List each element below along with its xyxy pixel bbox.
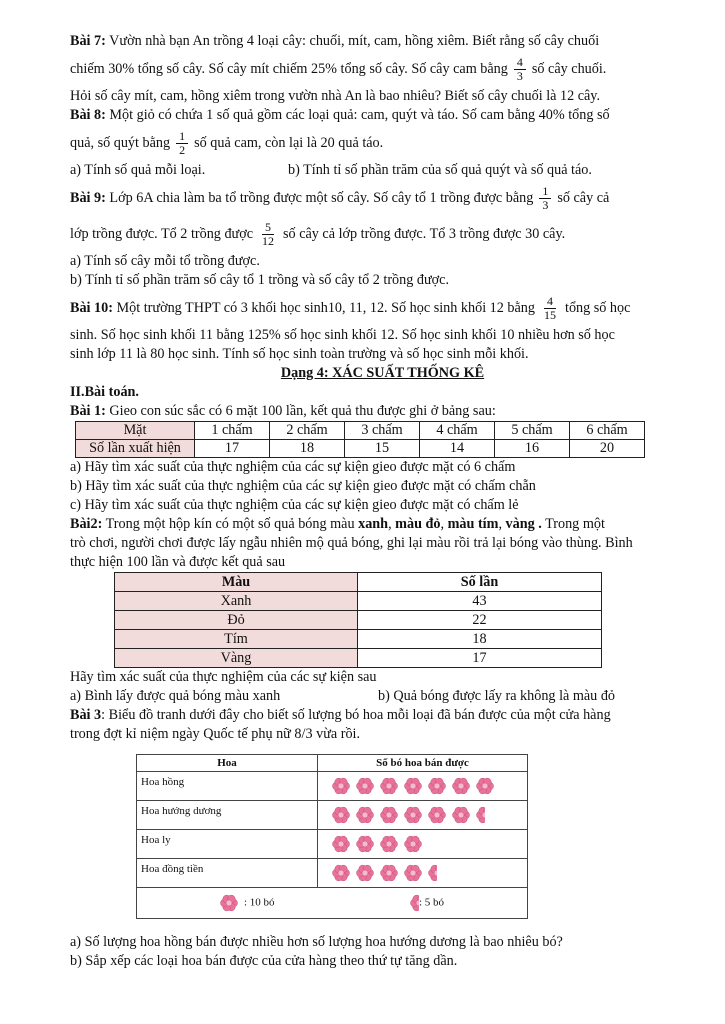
bai7-line1: Bài 7: Vườn nhà bạn An trồng 4 loại cây: chuối, mít, cam, hồng xiêm. Biết rằng số cây chuối — [70, 33, 600, 49]
flower-icon — [356, 864, 374, 882]
section-heading: Dạng 4: XÁC SUẤT THỐNG KÊ — [280, 365, 485, 381]
legend-full-label: : 10 bó — [243, 896, 275, 909]
table-row — [115, 611, 602, 630]
pictograph-icons — [318, 830, 528, 859]
table-cell: 17 — [358, 649, 602, 668]
pictograph-category: Hoa hướng dương — [137, 801, 318, 830]
flower-icon — [380, 777, 398, 795]
flower-icon — [428, 806, 446, 824]
pictograph-row — [137, 830, 528, 859]
flower-icon — [404, 777, 422, 795]
table-cell: 18 — [270, 440, 345, 458]
table-cell: 43 — [358, 592, 602, 611]
flower-icon — [380, 835, 398, 853]
bai3-line1: Bài 3: Biểu đồ tranh dưới đây cho biết số lượng bó hoa mỗi loại đã bán được của một cửa hàng — [70, 707, 611, 723]
bai1-text: Bài 1: Gieo con súc sắc có 6 mặt 100 lần, kết quả thu được ghi ở bảng sau: — [70, 403, 496, 419]
flower-icon — [428, 777, 446, 795]
table-header: Số lần — [460, 573, 499, 590]
bai8-questions: a) Tính số quả mỗi loại. b) Tính tỉ số phần trăm của số quả quýt và số quả táo. — [70, 162, 592, 178]
table-row — [115, 630, 602, 649]
pictograph-header-count: Số bó hoa bán được — [318, 755, 528, 772]
table-header: Màu — [221, 573, 251, 590]
table-cell: Đỏ — [115, 611, 358, 630]
ball-table — [114, 572, 602, 668]
bai2-line3: thực hiện 100 lần và được kết quả sau — [70, 554, 286, 570]
pictograph-category: Hoa hồng — [137, 772, 318, 801]
pictograph-legend-row — [137, 888, 528, 919]
flower-icon — [380, 864, 398, 882]
table-cell: 14 — [420, 440, 495, 458]
fraction: $\frac{4}{15}$ — [544, 294, 556, 323]
table-cell: 16 — [495, 440, 570, 458]
pictograph-row — [137, 859, 528, 888]
flower-icon — [380, 806, 398, 824]
bai1-qa: a) Hãy tìm xác suất của thực nghiệm của các sự kiện gieo được mặt có 6 chấm — [70, 459, 516, 475]
table-cell: 2 chấm — [270, 422, 345, 440]
bai1-qc: c) Hãy tìm xác suất của thực nghiệm của các sự kiện gieo được mặt có chấm lẻ — [70, 497, 519, 513]
pictograph-row — [137, 772, 528, 801]
table-cell: 4 chấm — [420, 422, 495, 440]
flower-icon — [452, 777, 470, 795]
bai2-line1: Bài2: Trong một hộp kín có một số quả bóng màu xanh, màu đỏ, màu tím, vàng . Trong một — [70, 516, 605, 532]
pictograph-header-hoa: Hoa — [137, 755, 318, 772]
table-cell: Xanh — [115, 592, 358, 611]
table-cell: 3 chấm — [345, 422, 420, 440]
bai9-qa: a) Tính số cây mỗi tổ trồng được. — [70, 253, 260, 269]
table-row — [76, 440, 645, 458]
pictograph — [136, 754, 528, 919]
flower-icon — [332, 864, 350, 882]
table-cell: 20 — [570, 440, 645, 458]
bai2-questions: a) Bình lấy được quả bóng màu xanh b) Quả bóng được lấy ra không là màu đỏ — [70, 688, 616, 704]
flower-icon — [332, 835, 350, 853]
bai3-qa: a) Số lượng hoa hồng bán được nhiều hơn số lượng hoa hướng dương là bao nhiêu bó? — [70, 934, 563, 950]
flower-icon — [476, 777, 494, 795]
fraction: $\frac{5}{12}$ — [262, 220, 275, 249]
flower-icon — [452, 806, 470, 824]
fraction: $\frac{1}{2}$ — [176, 130, 188, 157]
table-cell: Số lần xuất hiện — [76, 440, 195, 458]
pictograph-icons — [318, 859, 528, 888]
table-cell: 18 — [358, 630, 602, 649]
table-row — [115, 592, 602, 611]
flower-icon — [220, 894, 238, 912]
flower-icon — [404, 864, 422, 882]
flower-icon — [332, 806, 350, 824]
pictograph-row — [137, 801, 528, 830]
pictograph-icons — [318, 772, 528, 801]
bai7-line3: Hỏi số cây mít, cam, hồng xiêm trong vườn nhà An là bao nhiêu? Biết số cây chuối là 12 cây. — [70, 88, 601, 104]
table-cell: 6 chấm — [570, 422, 645, 440]
table-cell: 15 — [345, 440, 420, 458]
half-flower-icon — [476, 806, 485, 824]
flower-icon — [332, 777, 350, 795]
bai2-prompt: Hãy tìm xác suất của thực nghiệm của các sự kiện sau — [70, 669, 377, 685]
table-cell: Tím — [115, 630, 358, 649]
fraction: $\frac{1}{3}$ — [539, 185, 551, 212]
pictograph-icons — [318, 801, 528, 830]
table-row — [115, 649, 602, 668]
flower-icon — [356, 835, 374, 853]
table-row — [115, 573, 602, 592]
subsection-heading: II.Bài toán. — [70, 384, 139, 400]
table-cell: 17 — [195, 440, 270, 458]
bai2-line2: trò chơi, người chơi được lấy ngẫu nhiên mộ quả bóng, ghi lại màu rồi trả lại bóng vào thùng. Bình — [70, 535, 633, 551]
bai8-line1: Bài 8: Một giỏ có chứa 1 số quả gồm các loại quả: cam, quýt và táo. Số cam bằng 40% tổng số — [70, 107, 610, 123]
flower-icon — [404, 835, 422, 853]
half-flower-icon — [428, 864, 437, 882]
bai7-line2: chiếm 30% tổng số cây. Số cây mít chiếm 25% tổng số cây. Số cây cam bằng $\frac{4}{3}$ số cây chuối. — [70, 55, 607, 84]
bai3-line2: trong đợt kỉ niệm ngày Quốc tế phụ nữ 8/3 vừa rồi. — [70, 726, 361, 742]
bai9-qb: b) Tính tỉ số phần trăm số cây tổ 1 trồng và số cây tổ 2 trồng được. — [70, 272, 450, 288]
bai10-line2: sinh. Số học sinh khối 11 bằng 125% số học sinh khối 12. Số học sinh khối 10 nhiều hơn số học — [70, 327, 615, 343]
half-flower-icon — [410, 894, 419, 912]
legend-half-label: : 5 bó — [419, 896, 445, 909]
pictograph-category: Hoa ly — [137, 830, 318, 859]
bai1-qb: b) Hãy tìm xác suất của thực nghiệm của các sự kiện gieo được mặt có chấm chẵn — [70, 478, 536, 494]
bai10-line3: sinh lớp 11 là 80 học sinh. Tính số học sinh toàn trường và số học sinh mỗi khối. — [70, 346, 529, 362]
bai10-line1: Bài 10: Một trường THPT có 3 khối học sinh10, 11, 12. Số học sinh khối 12 bằng $\frac{4}{15}$ tổng số học — [70, 294, 631, 323]
flower-icon — [356, 777, 374, 795]
table-cell: Mặt — [76, 422, 195, 440]
flower-icon — [356, 806, 374, 824]
bai3-qb: b) Sắp xếp các loại hoa bán được của cửa hàng theo thứ tự tăng dần. — [70, 953, 458, 969]
table-cell: Vàng — [115, 649, 358, 668]
table-cell: 1 chấm — [195, 422, 270, 440]
bai9-line2: lớp trồng được. Tổ 2 trồng được $\frac{5}{12}$ số cây cả lớp trồng được. Tổ 3 trồng được 30 cây. — [70, 220, 566, 249]
bai8-line2: quả, số quýt bằng $\frac{1}{2}$ số quả cam, còn lại là 20 quả táo. — [70, 129, 384, 158]
table-cell: 5 chấm — [495, 422, 570, 440]
bai9-line1: Bài 9: Lớp 6A chia làm ba tổ trồng được một số cây. Số cây tổ 1 trồng được bằng $\frac{1}{3}$ số cây cả — [70, 184, 610, 213]
document-page — [70, 32, 695, 971]
table-row — [137, 755, 528, 772]
flower-icon — [404, 806, 422, 824]
fraction: $\frac{4}{3}$ — [514, 56, 526, 83]
dice-table — [75, 421, 645, 458]
table-row — [76, 422, 645, 440]
pictograph-category: Hoa đồng tiền — [137, 859, 318, 888]
table-cell: 22 — [358, 611, 602, 630]
